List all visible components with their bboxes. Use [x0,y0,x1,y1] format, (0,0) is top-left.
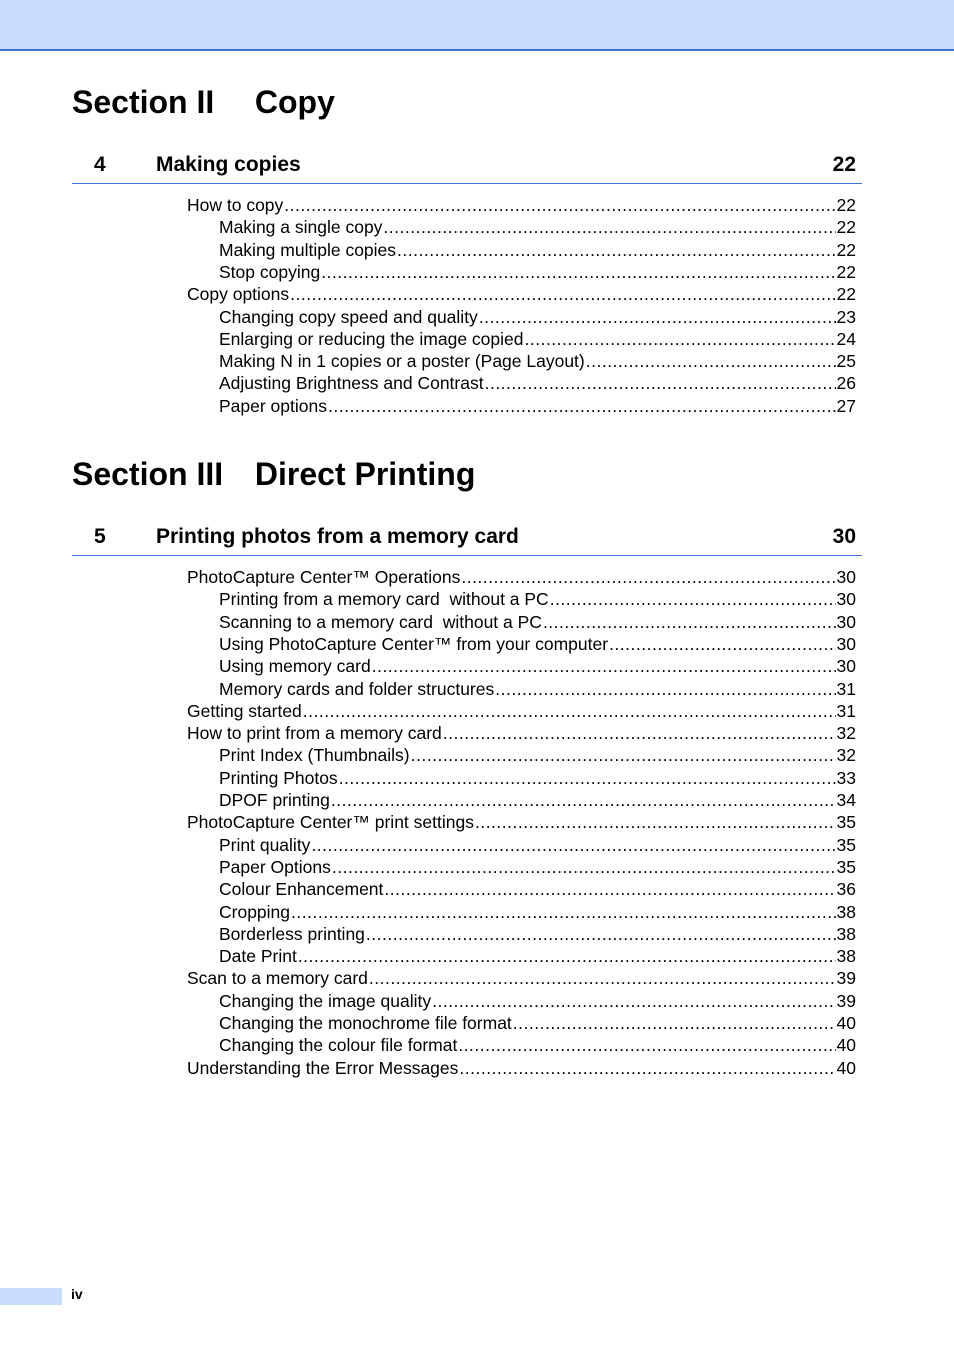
section-heading [72,84,335,120]
dot-leader [443,722,836,744]
chapter-title: Making copies [156,153,301,176]
toc-entry-label: Scanning to a memory card without a PC [219,611,542,632]
toc-entry-page: 35 [836,812,856,833]
toc-entry-page: 38 [836,923,856,944]
toc-entry[interactable] [219,834,856,856]
chapter-page: 30 [832,525,856,548]
toc-entry-label: PhotoCapture Center™ print settings [187,812,474,833]
dot-leader [291,901,836,923]
section-heading [72,456,475,492]
dot-leader [458,1034,835,1056]
toc-entry-page: 31 [836,678,856,699]
toc-entry-page: 22 [836,217,856,238]
toc-entry-label: Using memory card [219,656,371,677]
toc-entry-label: Printing Photos [219,767,338,788]
dot-leader [372,655,836,677]
toc-entry-label: Print Index (Thumbnails) [219,745,410,766]
toc-entry-page: 23 [836,306,856,327]
toc-entry[interactable] [187,1057,856,1079]
dot-leader [384,878,835,900]
toc-entry-label: Date Print [219,946,297,967]
toc-entry-page: 40 [836,1013,856,1033]
toc-entry-label: DPOF printing [219,790,330,810]
toc-entry[interactable] [219,678,856,700]
toc-entry-label: Copy options [187,284,290,305]
toc-entry[interactable] [219,372,856,394]
chapter-page: 22 [832,153,856,176]
toc-entry-page: 38 [836,946,856,967]
toc-entry-label: Memory cards and folder structures [219,678,495,699]
toc-entry[interactable] [219,239,856,261]
toc-entry-label: Changing the image quality [219,990,432,1011]
toc-entry-label: Cropping [219,901,291,922]
toc-entry-page: 35 [836,834,856,855]
toc-entry[interactable] [219,901,856,923]
toc-entry-page: 30 [836,633,856,654]
toc-entry[interactable] [187,283,856,305]
dot-leader [461,566,835,588]
toc-entry[interactable] [219,789,856,811]
toc-entry[interactable] [219,328,856,350]
toc-entry-label: Colour Enhancement [219,879,384,900]
toc-entry-label: Stop copying [219,261,321,282]
toc-entry-page: 30 [836,567,856,587]
toc-entry-page: 32 [836,745,856,766]
toc-entry-page: 22 [836,261,856,282]
toc-entry-label: Understanding the Error Messages [187,1057,459,1078]
toc-entry[interactable] [219,306,856,328]
dot-leader [339,767,836,789]
toc-entry-page: 40 [836,1035,856,1056]
toc-entry-label: Paper options [219,395,327,416]
dot-leader [303,700,836,722]
toc-entry-label: Enlarging or reducing the image copied [219,328,524,349]
toc-entry-label: Using PhotoCapture Center™ from your computer [219,633,609,654]
dot-leader [485,372,836,394]
header-band [0,0,954,51]
chapter-heading[interactable] [72,525,862,556]
chapter-number: 4 [94,153,106,176]
toc-entry-page: 30 [836,611,856,632]
toc-entry-label: Changing copy speed and quality [219,306,478,327]
toc-entry-page: 22 [836,195,856,215]
section-label: Section II [72,84,215,120]
toc-entry[interactable] [219,744,856,766]
toc-entry-label: PhotoCapture Center™ Operations [187,567,461,587]
toc-entry-page: 39 [836,968,856,989]
toc-entry-page: 27 [836,395,856,416]
toc-entry-label: How to print from a memory card [187,723,442,744]
chapter-number: 5 [94,525,106,548]
toc-entry[interactable] [219,216,856,238]
toc-entry[interactable] [219,923,856,945]
toc-entry-label: Print quality [219,834,311,855]
toc-entry-label: Paper Options [219,856,331,877]
toc-entry[interactable] [219,1012,856,1034]
chapter-heading[interactable] [72,153,862,184]
toc-entry-page: 22 [836,284,856,305]
dot-leader [586,350,836,372]
toc-entry-page: 22 [836,239,856,260]
dot-leader [411,744,836,766]
toc-entry-label: Scan to a memory card [187,968,368,989]
toc-entry-page: 40 [836,1057,856,1078]
dot-leader [321,261,835,283]
dot-leader [311,834,835,856]
dot-leader [609,633,835,655]
toc-entry-page: 26 [836,373,856,394]
toc-entry-page: 33 [836,767,856,788]
dot-leader [495,678,835,700]
dot-leader [432,990,835,1012]
toc-entry[interactable] [187,811,856,833]
toc-entry[interactable] [187,566,856,588]
dot-leader [332,856,836,878]
toc-entry[interactable] [219,350,856,372]
toc-entry-page: 25 [836,351,856,372]
toc-entry-label: Changing the colour file format [219,1035,458,1056]
toc-entry[interactable] [219,588,856,610]
toc-entry-label: Changing the monochrome file format [219,1013,512,1033]
toc-entry[interactable] [219,655,856,677]
toc-entry[interactable] [219,633,856,655]
footer-tab [0,1288,62,1305]
toc-entry-label: How to copy [187,195,284,215]
toc-entry-page: 24 [836,328,856,349]
toc-entry[interactable] [219,856,856,878]
toc-entry-page: 38 [836,901,856,922]
toc-entry-label: Adjusting Brightness and Contrast [219,373,484,394]
dot-leader [369,967,836,989]
toc-entry[interactable] [187,967,856,989]
toc-entry-label: Making N in 1 copies or a poster (Page Layout) [219,351,585,372]
toc-entry-page: 39 [836,990,856,1011]
dot-leader [397,239,836,261]
dot-leader [475,811,836,833]
toc-entry-page: 32 [836,723,856,744]
dot-leader [366,923,836,945]
dot-leader [331,789,836,811]
dot-leader [459,1057,835,1079]
toc-entry-label: Making a single copy [219,217,383,238]
chapter-title: Printing photos from a memory card [156,525,519,548]
section-label: Section III [72,456,224,492]
section-name: Direct Printing [254,456,476,492]
dot-leader [284,194,835,216]
toc-entry-page: 30 [836,656,856,677]
dot-leader [513,1012,836,1034]
dot-leader [543,611,836,633]
toc-entry-page: 34 [836,790,856,810]
toc-entry[interactable] [187,700,856,722]
page-number: iv [71,1286,83,1302]
dot-leader [479,306,836,328]
toc-entry-page: 36 [836,879,856,900]
dot-leader [550,588,836,610]
toc-entry[interactable] [219,1034,856,1056]
toc-entry-label: Getting started [187,700,302,721]
toc-entry[interactable] [219,611,856,633]
toc-entry-label: Borderless printing [219,923,365,944]
dot-leader [290,283,835,305]
toc-entry-page: 31 [836,700,856,721]
toc-entry-label: Printing from a memory card without a PC [219,589,549,610]
toc-entry[interactable] [187,722,856,744]
toc-entry[interactable] [219,945,856,967]
dot-leader [525,328,836,350]
toc-entry[interactable] [187,194,856,216]
toc-entry-page: 35 [836,856,856,877]
toc-entry-label: Making multiple copies [219,239,397,260]
toc-entry[interactable] [219,878,856,900]
toc-entry[interactable] [219,395,856,417]
dot-leader [328,395,836,417]
toc-entry[interactable] [219,767,856,789]
toc-entry[interactable] [219,990,856,1012]
dot-leader [298,945,836,967]
dot-leader [383,216,835,238]
toc-entry-page: 30 [836,589,856,610]
toc-entry[interactable] [219,261,856,283]
section-name: Copy [254,84,335,120]
